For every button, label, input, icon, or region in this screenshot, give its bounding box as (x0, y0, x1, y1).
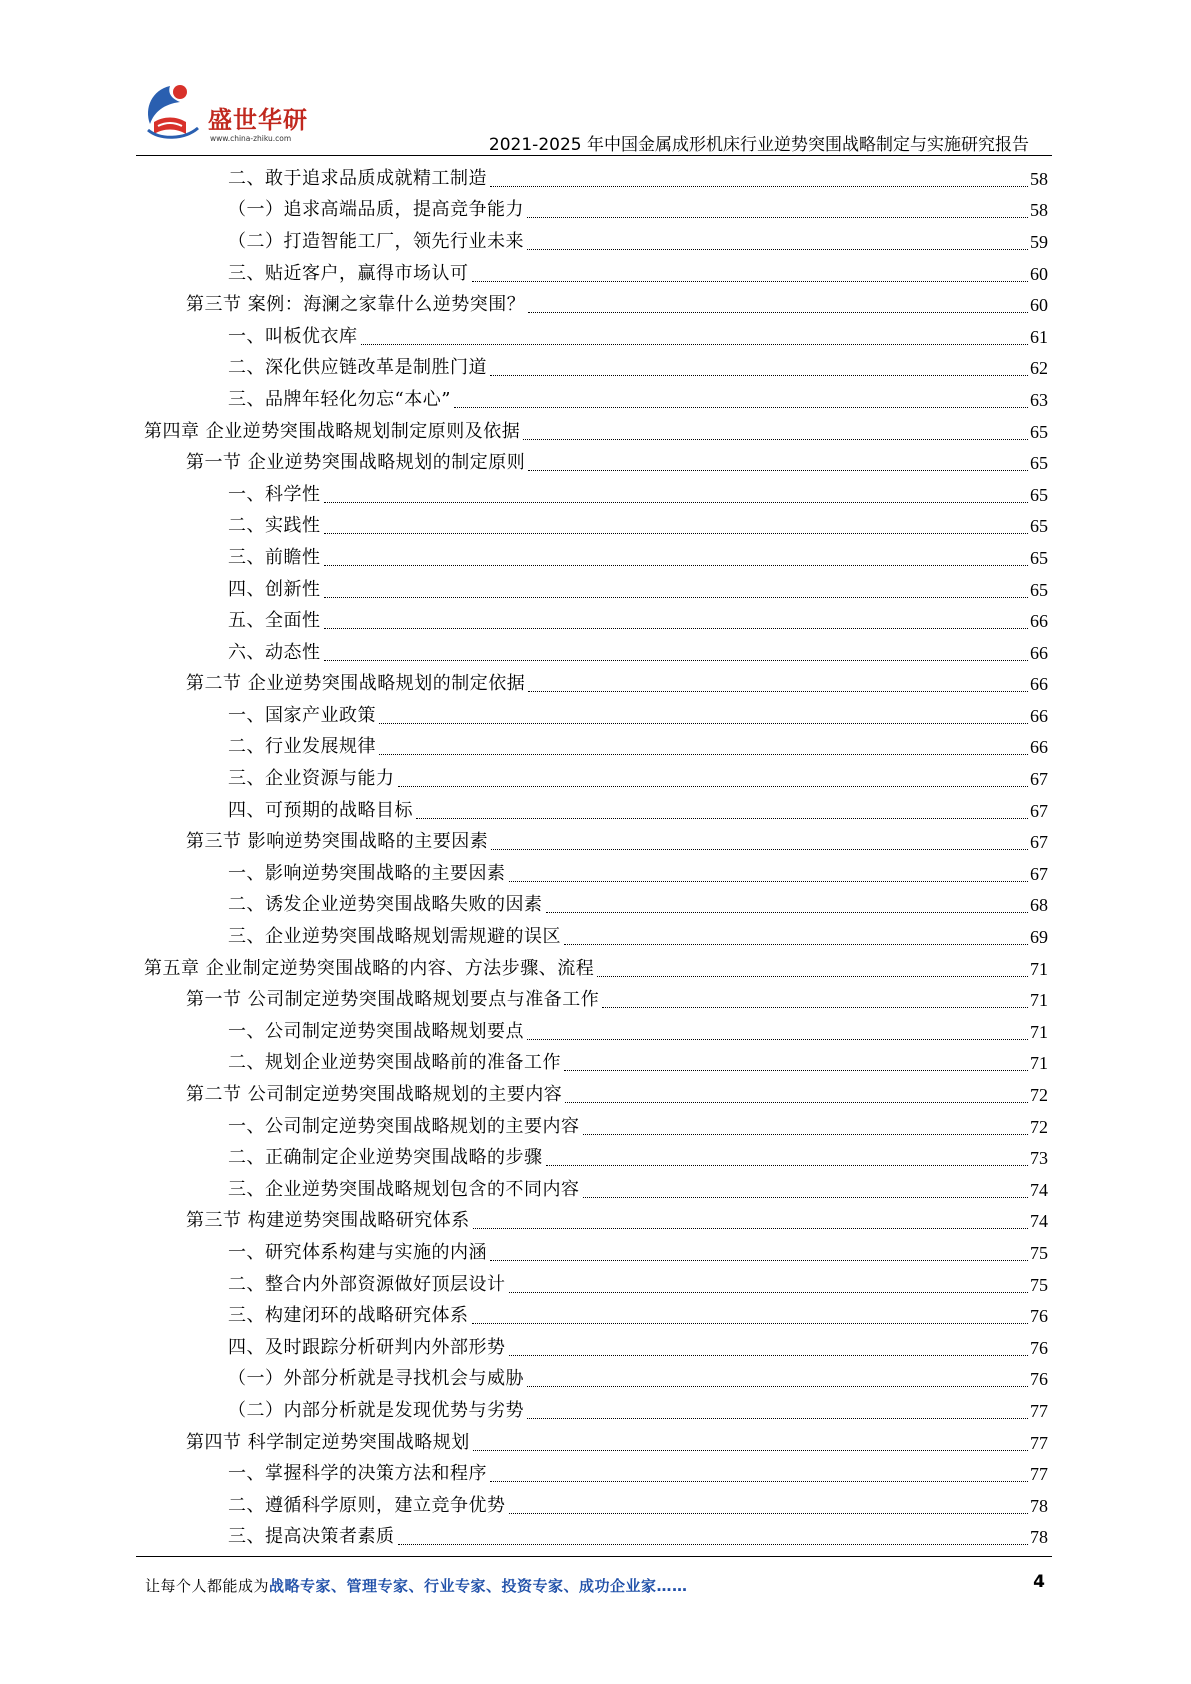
dot-leader (472, 1322, 1029, 1324)
company-logo (140, 82, 340, 148)
dot-leader (527, 216, 1028, 218)
dot-leader (324, 532, 1029, 534)
dot-leader (361, 343, 1029, 345)
toc-entry-title: 二、敢于追求品质成就精工制造 (228, 167, 487, 189)
logo-emblem-icon (140, 82, 210, 144)
dot-leader (324, 564, 1029, 566)
toc-entry[interactable] (0, 763, 1048, 795)
toc-entry-title: 五、全面性 (228, 610, 321, 632)
toc-entry-title: （一）追求高端品质，提高竞争能力 (228, 199, 524, 221)
toc-entry-page: 71 (1030, 990, 1048, 1011)
toc-entry[interactable] (0, 384, 1048, 416)
toc-entry-title: 第三节 构建逆势突围战略研究体系 (186, 1210, 470, 1232)
toc-entry-title: 四、及时跟踪分析研判内外部形势 (228, 1336, 506, 1358)
dot-leader (597, 975, 1028, 977)
dot-leader (564, 1069, 1028, 1071)
dot-leader (379, 753, 1028, 755)
toc-entry-title: 二、规划企业逆势突围战略前的准备工作 (228, 1052, 561, 1074)
toc-entry-title: 二、整合内外部资源做好顶层设计 (228, 1273, 506, 1295)
dot-leader (324, 659, 1029, 661)
toc-entry[interactable] (0, 795, 1048, 827)
toc-entry[interactable] (0, 700, 1048, 732)
report-title: 2021-2025 年中国金属成形机床行业逆势突围战略制定与实施研究报告 (488, 135, 1029, 155)
dot-leader (546, 911, 1029, 913)
toc-entry-title: 第三节 影响逆势突围战略的主要因素 (186, 831, 489, 853)
toc-entry[interactable] (0, 353, 1048, 385)
dot-leader (490, 185, 1028, 187)
toc-entry[interactable] (0, 542, 1048, 574)
dot-leader (564, 943, 1028, 945)
toc-entry[interactable] (0, 921, 1048, 953)
toc-entry-title: 四、可预期的战略目标 (228, 799, 413, 821)
toc-entry-title: 第四章 企业逆势突围战略规划制定原则及依据 (144, 420, 521, 442)
toc-entry-title: 一、研究体系构建与实施的内涵 (228, 1241, 487, 1263)
toc-entry-page: 65 (1030, 579, 1048, 600)
toc-entry-title: 一、掌握科学的决策方法和程序 (228, 1463, 487, 1485)
toc-entry-page: 58 (1030, 200, 1048, 221)
toc-entry[interactable] (0, 1490, 1048, 1522)
dot-leader (379, 722, 1028, 724)
toc-entry-page: 67 (1030, 800, 1048, 821)
toc-entry[interactable] (0, 289, 1048, 321)
toc-entry-page: 65 (1030, 421, 1048, 442)
toc-entry[interactable] (0, 1174, 1048, 1206)
toc-entry-title: （二）内部分析就是发现优势与劣势 (228, 1399, 524, 1421)
toc-entry-page: 72 (1030, 1085, 1048, 1106)
toc-entry-title: 第二节 企业逆势突围战略规划的制定依据 (186, 673, 526, 695)
dot-leader (472, 280, 1029, 282)
toc-entry-title: 二、实践性 (228, 515, 321, 537)
toc-entry[interactable] (0, 1427, 1048, 1459)
toc-entry-page: 65 (1030, 547, 1048, 568)
toc-entry-title: 一、公司制定逆势突围战略规划要点 (228, 1020, 524, 1042)
toc-entry[interactable] (0, 479, 1048, 511)
toc-entry[interactable] (0, 637, 1048, 669)
dot-leader (527, 248, 1028, 250)
toc-entry[interactable] (0, 511, 1048, 543)
toc-entry-page: 65 (1030, 453, 1048, 474)
toc-entry[interactable] (0, 1522, 1048, 1554)
toc-entry-title: 二、遵循科学原则，建立竞争优势 (228, 1494, 506, 1516)
toc-entry[interactable] (0, 1016, 1048, 1048)
dot-leader (398, 1543, 1029, 1545)
dot-leader (490, 1259, 1028, 1261)
toc-entry-title: 三、贴近客户，赢得市场认可 (228, 262, 469, 284)
toc-entry[interactable] (0, 447, 1048, 479)
toc-entry[interactable] (0, 1395, 1048, 1427)
toc-entry-page: 78 (1030, 1495, 1048, 1516)
toc-entry-title: 三、前瞻性 (228, 546, 321, 568)
toc-entry[interactable] (0, 1142, 1048, 1174)
toc-entry[interactable] (0, 163, 1048, 195)
toc-entry-page: 66 (1030, 674, 1048, 695)
toc-entry-page: 77 (1030, 1464, 1048, 1485)
dot-leader (523, 438, 1028, 440)
toc-entry-page: 67 (1030, 863, 1048, 884)
toc-entry[interactable] (0, 1237, 1048, 1269)
toc-entry-title: 三、品牌年轻化勿忘“本心” (228, 388, 451, 410)
toc-entry[interactable] (0, 226, 1048, 258)
slogan-prefix: 让每个人都能成为 (145, 1577, 270, 1595)
toc-entry[interactable] (0, 1048, 1048, 1080)
toc-entry-page: 68 (1030, 895, 1048, 916)
toc-entry-page: 75 (1030, 1242, 1048, 1263)
toc-entry-title: 六、动态性 (228, 641, 321, 663)
toc-entry[interactable] (0, 1332, 1048, 1364)
dot-leader (398, 785, 1029, 787)
toc-entry-page: 76 (1030, 1337, 1048, 1358)
toc-entry-title: 一、公司制定逆势突围战略规划的主要内容 (228, 1115, 580, 1137)
toc-entry-page: 76 (1030, 1306, 1048, 1327)
logo-url: www.china-zhiku.com (210, 134, 292, 143)
dot-leader (509, 1291, 1029, 1293)
toc-entry-title: 四、创新性 (228, 578, 321, 600)
toc-entry-title: 二、诱发企业逆势突围战略失败的因素 (228, 894, 543, 916)
toc-entry-page: 78 (1030, 1527, 1048, 1548)
dot-leader (528, 469, 1028, 471)
toc-entry-title: 三、企业逆势突围战略规划需规避的误区 (228, 926, 561, 948)
toc-entry-page: 77 (1030, 1400, 1048, 1421)
toc-entry-title: 三、提高决策者素质 (228, 1526, 395, 1548)
toc-entry-page: 63 (1030, 389, 1048, 410)
toc-entry-title: （二）打造智能工厂，领先行业未来 (228, 230, 524, 252)
toc-entry[interactable] (0, 574, 1048, 606)
toc-entry-title: 第五章 企业制定逆势突围战略的内容、方法步骤、流程 (144, 957, 595, 979)
dot-leader (490, 1480, 1028, 1482)
toc-entry-title: 第二节 公司制定逆势突围战略规划的主要内容 (186, 1084, 563, 1106)
toc-entry-title: 二、正确制定企业逆势突围战略的步骤 (228, 1147, 543, 1169)
toc-entry-page: 66 (1030, 737, 1048, 758)
toc-entry-page: 67 (1030, 832, 1048, 853)
toc-entry[interactable] (0, 605, 1048, 637)
dot-leader (509, 1512, 1029, 1514)
toc-entry-page: 58 (1030, 168, 1048, 189)
dot-leader (490, 374, 1028, 376)
toc-entry-page: 61 (1030, 326, 1048, 347)
dot-leader (324, 501, 1029, 503)
toc-entry-page: 74 (1030, 1179, 1048, 1200)
dot-leader (491, 848, 1028, 850)
dot-leader (527, 1038, 1028, 1040)
toc-entry[interactable] (0, 1079, 1048, 1111)
toc-entry-page: 73 (1030, 1148, 1048, 1169)
toc-entry-title: 第三节 案例：海澜之家靠什么逆势突围？ (186, 294, 526, 316)
toc-entry-page: 69 (1030, 927, 1048, 948)
dot-leader (546, 1164, 1029, 1166)
dot-leader (583, 1133, 1029, 1135)
toc-entry[interactable] (0, 669, 1048, 701)
toc-entry-title: 第一节 企业逆势突围战略规划的制定原则 (186, 452, 526, 474)
toc-entry-page: 62 (1030, 358, 1048, 379)
toc-entry[interactable] (0, 1300, 1048, 1332)
toc-entry[interactable] (0, 890, 1048, 922)
dot-leader (416, 817, 1028, 819)
dot-leader (565, 1101, 1028, 1103)
dot-leader (602, 1006, 1028, 1008)
toc-entry-title: 一、国家产业政策 (228, 704, 376, 726)
toc-entry-page: 60 (1030, 295, 1048, 316)
toc-entry-title: （一）外部分析就是寻找机会与威胁 (228, 1368, 524, 1390)
toc-entry-page: 76 (1030, 1369, 1048, 1390)
page-number: 4 (1033, 1572, 1045, 1592)
toc-entry-page: 67 (1030, 769, 1048, 790)
dot-leader (324, 627, 1029, 629)
toc-entry[interactable] (0, 1269, 1048, 1301)
dot-leader (527, 1417, 1028, 1419)
toc-entry[interactable] (0, 1111, 1048, 1143)
toc-entry[interactable] (0, 732, 1048, 764)
toc-entry[interactable] (0, 321, 1048, 353)
toc-entry-page: 59 (1030, 231, 1048, 252)
toc-entry[interactable] (0, 984, 1048, 1016)
toc-entry-title: 一、叫板优衣库 (228, 325, 358, 347)
dot-leader (454, 406, 1028, 408)
toc-entry-page: 65 (1030, 516, 1048, 537)
toc-entry-page: 72 (1030, 1116, 1048, 1137)
toc-entry-title: 二、深化供应链改革是制胜门道 (228, 357, 487, 379)
header-divider (136, 155, 1052, 156)
table-of-contents (0, 163, 1191, 1553)
dot-leader (527, 1385, 1028, 1387)
dot-leader (473, 1227, 1028, 1229)
dot-leader (324, 596, 1029, 598)
toc-entry-title: 二、行业发展规律 (228, 736, 376, 758)
dot-leader (583, 1196, 1029, 1198)
dot-leader (528, 311, 1028, 313)
toc-entry-title: 三、企业资源与能力 (228, 768, 395, 790)
toc-entry-page: 66 (1030, 642, 1048, 663)
toc-entry[interactable] (0, 953, 1048, 985)
toc-entry-title: 一、科学性 (228, 483, 321, 505)
toc-entry-page: 60 (1030, 263, 1048, 284)
toc-entry[interactable] (0, 826, 1048, 858)
toc-entry-title: 第一节 公司制定逆势突围战略规划要点与准备工作 (186, 989, 600, 1011)
toc-entry[interactable] (0, 1364, 1048, 1396)
page-header (0, 0, 1191, 160)
toc-entry[interactable] (0, 416, 1048, 448)
dot-leader (509, 880, 1029, 882)
toc-entry-page: 71 (1030, 1021, 1048, 1042)
toc-entry[interactable] (0, 1458, 1048, 1490)
toc-entry-title: 三、构建闭环的战略研究体系 (228, 1305, 469, 1327)
toc-entry-title: 三、企业逆势突围战略规划包含的不同内容 (228, 1178, 580, 1200)
slogan-roles: 战略专家、管理专家、行业专家、投资专家、成功企业家…… (269, 1577, 688, 1595)
toc-entry-page: 65 (1030, 484, 1048, 505)
toc-entry-page: 75 (1030, 1274, 1048, 1295)
toc-entry[interactable] (0, 1206, 1048, 1238)
toc-entry-page: 77 (1030, 1432, 1048, 1453)
toc-entry[interactable] (0, 858, 1048, 890)
dot-leader (509, 1354, 1029, 1356)
toc-entry-page: 66 (1030, 705, 1048, 726)
dot-leader (473, 1449, 1028, 1451)
toc-entry[interactable] (0, 258, 1048, 290)
dot-leader (528, 690, 1028, 692)
toc-entry-title: 第四节 科学制定逆势突围战略规划 (186, 1431, 470, 1453)
toc-entry-page: 71 (1030, 1053, 1048, 1074)
toc-entry-title: 一、影响逆势突围战略的主要因素 (228, 862, 506, 884)
toc-entry[interactable] (0, 195, 1048, 227)
footer-slogan (145, 1575, 688, 1596)
footer-divider (136, 1556, 1052, 1557)
toc-entry-page: 66 (1030, 611, 1048, 632)
toc-entry-page: 71 (1030, 958, 1048, 979)
toc-entry-page: 74 (1030, 1211, 1048, 1232)
logo-text: 盛世华研 (208, 106, 308, 134)
